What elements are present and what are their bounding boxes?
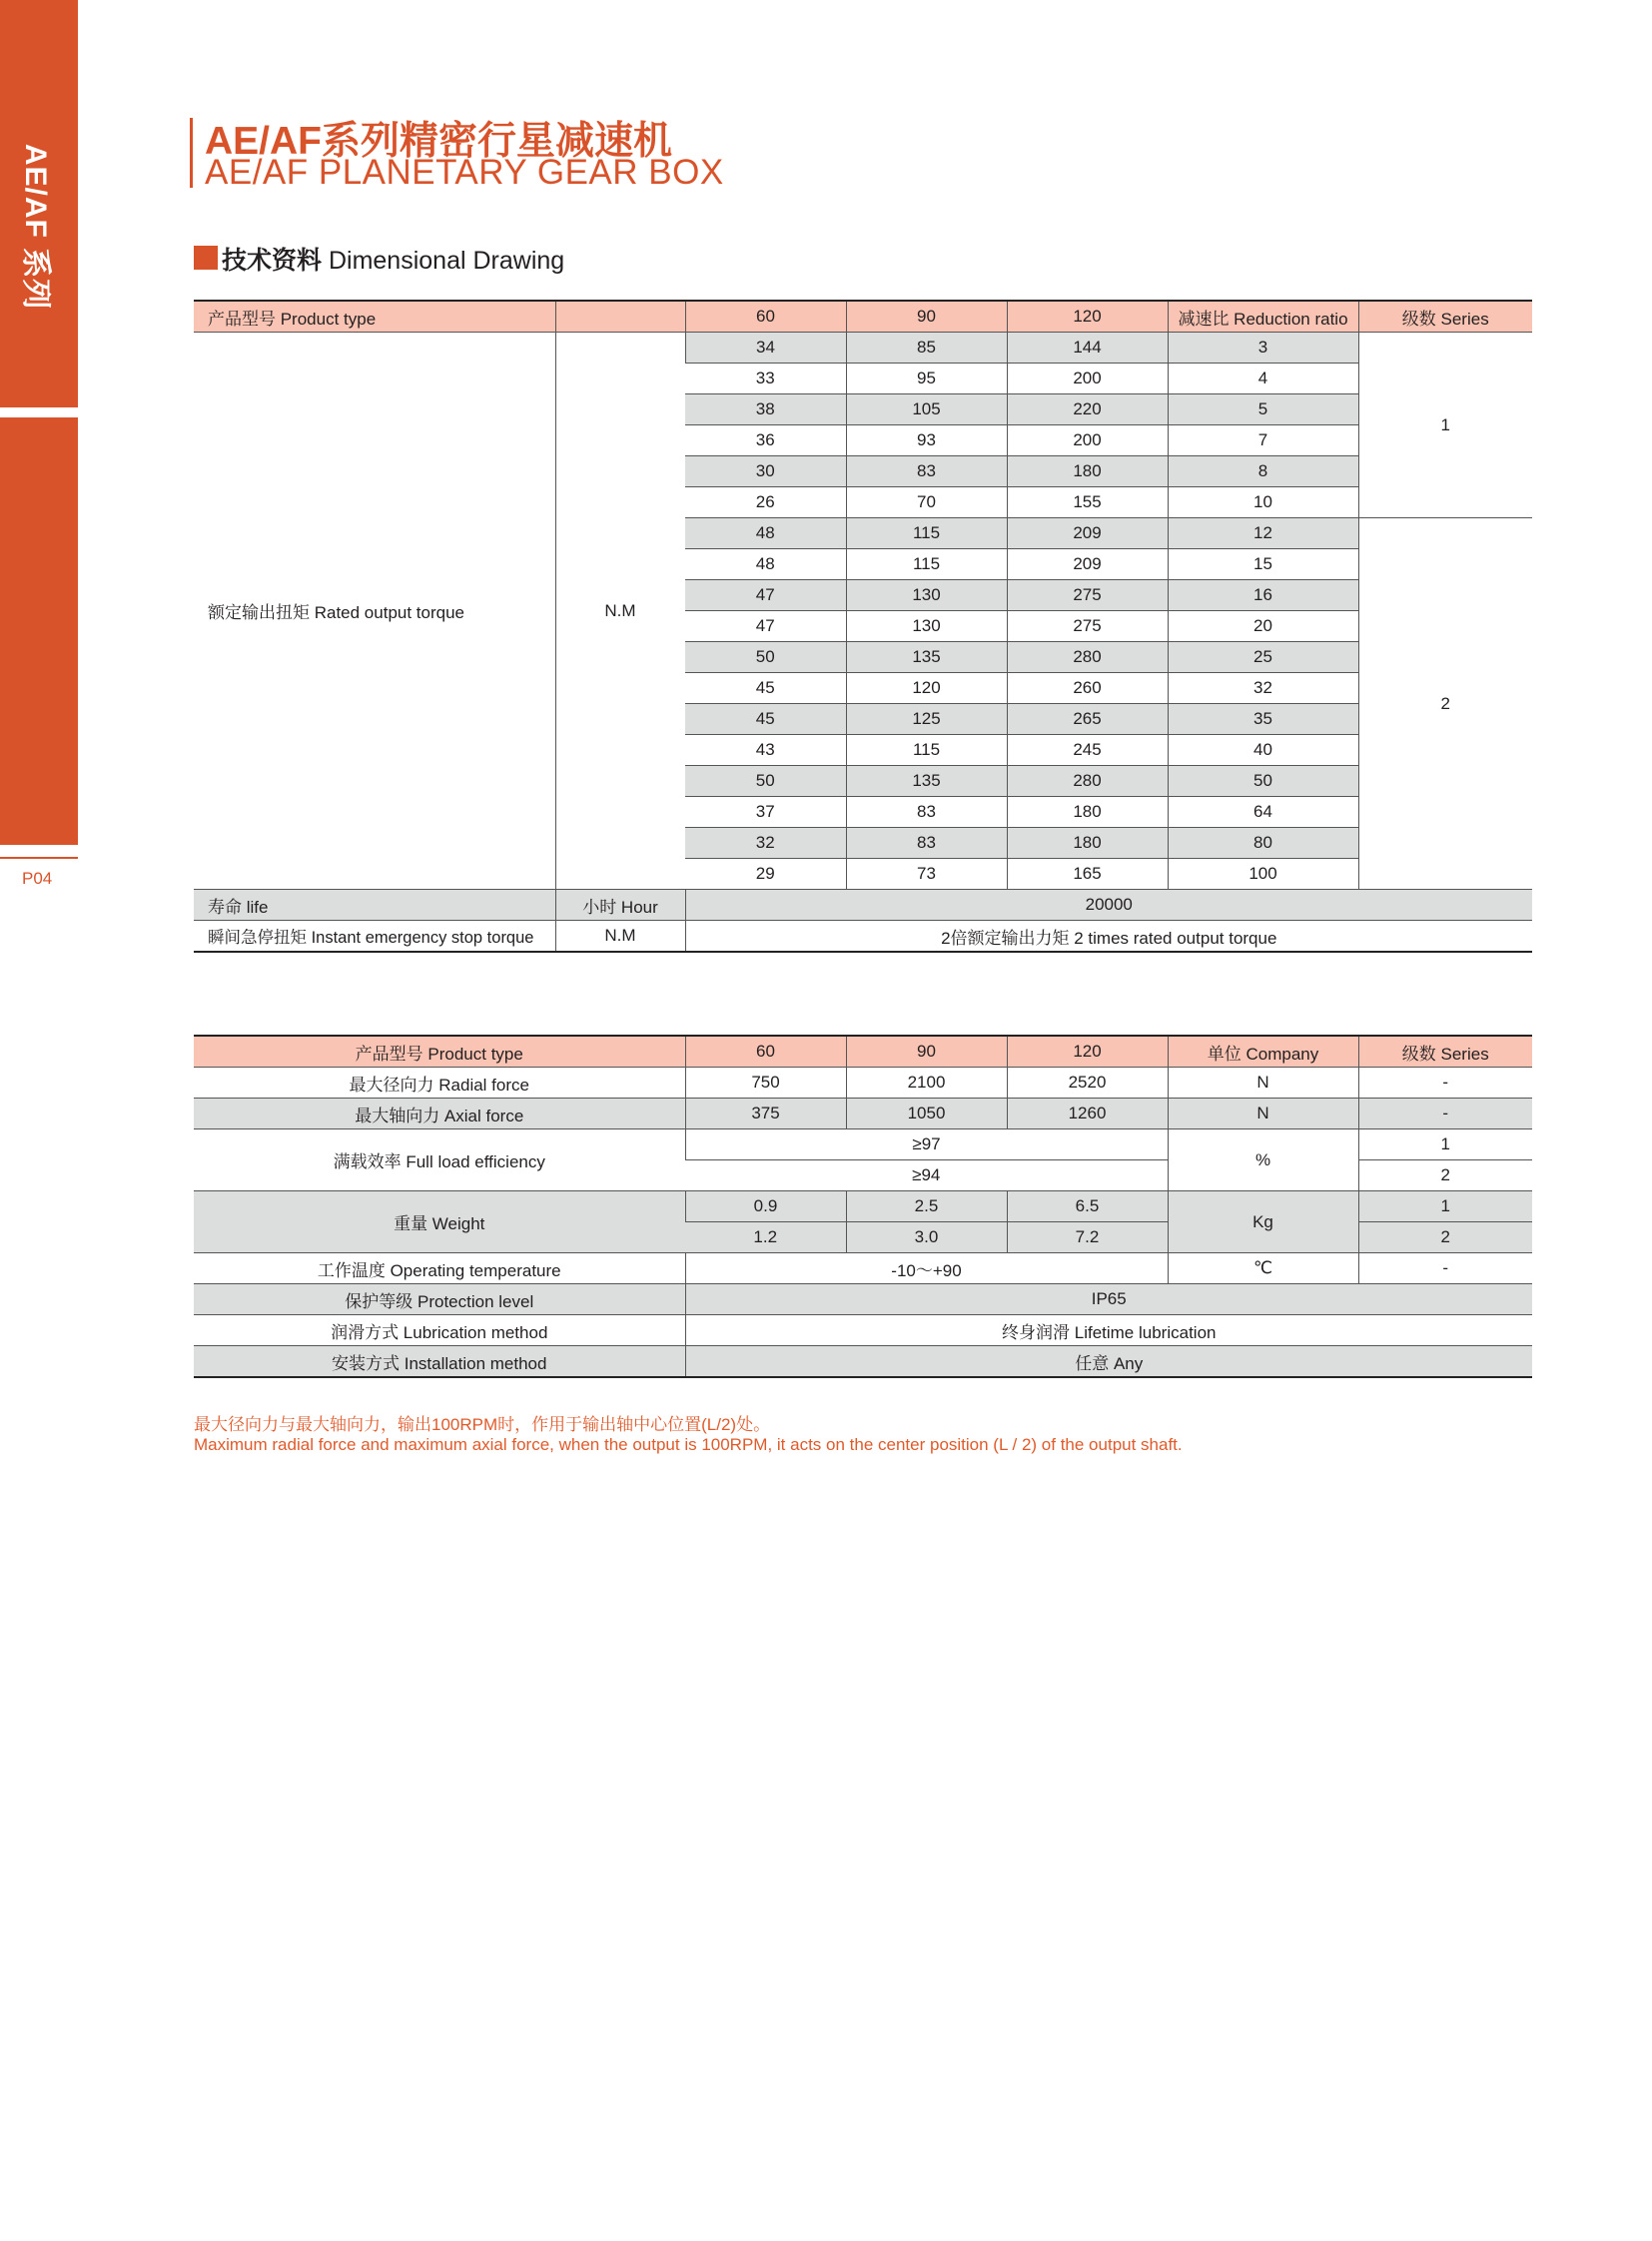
table-cell: 7 xyxy=(1168,425,1358,456)
table-cell: 220 xyxy=(1007,394,1168,425)
installation-label: 安装方式 Installation method xyxy=(194,1346,685,1378)
table-cell: 3.0 xyxy=(846,1222,1007,1253)
table-cell: 265 xyxy=(1007,704,1168,735)
table-cell: 45 xyxy=(685,704,846,735)
header-col-120: 120 xyxy=(1007,1036,1168,1068)
efficiency-row xyxy=(194,1129,1532,1160)
table-cell: 135 xyxy=(846,642,1007,673)
table-cell: 100 xyxy=(1168,859,1358,890)
axial-force-row xyxy=(194,1099,1532,1129)
table-cell: 1 xyxy=(1358,1129,1532,1160)
life-unit: 小时 Hour xyxy=(555,890,685,921)
torque-label: 额定输出扭矩 Rated output torque xyxy=(194,333,555,890)
table-cell: 47 xyxy=(685,611,846,642)
table-cell: 2 xyxy=(1358,1160,1532,1191)
efficiency-unit: % xyxy=(1168,1129,1358,1191)
protection-label: 保护等级 Protection level xyxy=(194,1284,685,1315)
table-cell: 135 xyxy=(846,766,1007,797)
table-cell: N xyxy=(1168,1068,1358,1099)
table-cell: 36 xyxy=(685,425,846,456)
sidebar-series-label-cn: AE/AF 系列 xyxy=(19,143,52,311)
table-cell: 115 xyxy=(846,735,1007,766)
torque-unit: N.M xyxy=(555,333,685,890)
table-cell: 245 xyxy=(1007,735,1168,766)
table-cell: 32 xyxy=(685,828,846,859)
table-cell: 0.9 xyxy=(685,1191,846,1222)
sidebar-series-label-en: AE/AF SERIES xyxy=(23,953,56,1174)
force-spec-table xyxy=(194,1035,1532,1378)
table-cell: 115 xyxy=(846,518,1007,549)
table-cell: 37 xyxy=(685,797,846,828)
efficiency-label: 满载效率 Full load efficiency xyxy=(194,1129,685,1191)
table-cell: 29 xyxy=(685,859,846,890)
table-cell: 终身润滑 Lifetime lubrication xyxy=(685,1315,1532,1346)
section-title-en: Dimensional Drawing xyxy=(328,247,565,275)
table-cell: 200 xyxy=(1007,364,1168,394)
life-value: 20000 xyxy=(685,890,1532,921)
table-cell: 130 xyxy=(846,611,1007,642)
sidebar-top-band xyxy=(0,0,78,407)
table-cell: N xyxy=(1168,1099,1358,1129)
table-cell: 26 xyxy=(685,487,846,518)
table-cell: 16 xyxy=(1168,580,1358,611)
table-cell: 33 xyxy=(685,364,846,394)
table-cell: 35 xyxy=(1168,704,1358,735)
table-header-row xyxy=(194,301,1532,333)
table-cell: 43 xyxy=(685,735,846,766)
table-cell: 48 xyxy=(685,518,846,549)
header-col-90: 90 xyxy=(846,301,1007,333)
table-cell: 6.5 xyxy=(1007,1191,1168,1222)
table-cell: 120 xyxy=(846,673,1007,704)
section-title xyxy=(222,241,564,277)
weight-row xyxy=(194,1191,1532,1222)
table-cell: 260 xyxy=(1007,673,1168,704)
table-cell: - xyxy=(1358,1068,1532,1099)
table-cell: 50 xyxy=(1168,766,1358,797)
table-cell: 85 xyxy=(846,333,1007,364)
life-label: 寿命 life xyxy=(194,890,555,921)
estop-value: 2倍额定输出力矩 2 times rated output torque xyxy=(685,921,1532,953)
table-cell: 144 xyxy=(1007,333,1168,364)
table-cell: - xyxy=(1358,1099,1532,1129)
table-cell: -10～+90 xyxy=(685,1253,1168,1284)
table-cell: 34 xyxy=(685,333,846,364)
table-cell: ℃ xyxy=(1168,1253,1358,1284)
table-cell: 375 xyxy=(685,1099,846,1129)
title-accent-bar xyxy=(190,118,193,188)
footnote-en: Maximum radial force and maximum axial force, when the output is 100RPM, it acts on the center position (L / 2) of the output shaft. xyxy=(194,1435,1183,1454)
table-cell: IP65 xyxy=(685,1284,1532,1315)
table-cell: 95 xyxy=(846,364,1007,394)
torque-spec-table xyxy=(194,300,1532,953)
table-cell: 83 xyxy=(846,797,1007,828)
table-cell: 1.2 xyxy=(685,1222,846,1253)
table-cell: 64 xyxy=(1168,797,1358,828)
temperature-label: 工作温度 Operating temperature xyxy=(194,1253,685,1284)
table-cell: 1 xyxy=(1358,1191,1532,1222)
table-cell: 2520 xyxy=(1007,1068,1168,1099)
footnote-cn: 最大径向力与最大轴向力，输出100RPM时，作用于输出轴中心位置(L/2)处。 xyxy=(194,1415,771,1434)
table-cell: 10 xyxy=(1168,487,1358,518)
weight-unit: Kg xyxy=(1168,1191,1358,1253)
radial-force-row xyxy=(194,1068,1532,1099)
estop-label: 瞬间急停扭矩 Instant emergency stop torque xyxy=(194,921,555,953)
table-cell: 105 xyxy=(846,394,1007,425)
table-cell: 130 xyxy=(846,580,1007,611)
table-cell: 38 xyxy=(685,394,846,425)
page-title-cn: AE/AF系列精密行星减速机 xyxy=(205,120,673,163)
table-cell: 1260 xyxy=(1007,1099,1168,1129)
series-cell-1: 1 xyxy=(1358,333,1532,518)
weight-label: 重量 Weight xyxy=(194,1191,685,1253)
header-unit: 单位 Company xyxy=(1168,1036,1358,1068)
page-title-en: AE/AF PLANETARY GEAR BOX xyxy=(205,153,724,192)
header-empty xyxy=(555,301,685,333)
table-cell: 280 xyxy=(1007,766,1168,797)
lubrication-label: 润滑方式 Lubrication method xyxy=(194,1315,685,1346)
table-cell: ≥97 xyxy=(685,1129,1168,1160)
header-col-90: 90 xyxy=(846,1036,1007,1068)
table-cell: 155 xyxy=(1007,487,1168,518)
table-cell: 7.2 xyxy=(1007,1222,1168,1253)
page-number: P04 xyxy=(22,869,53,888)
table-cell: 1050 xyxy=(846,1099,1007,1129)
table-cell: 125 xyxy=(846,704,1007,735)
radial-force-label: 最大径向力 Radial force xyxy=(194,1068,685,1099)
table-cell: 5 xyxy=(1168,394,1358,425)
table-cell: 4 xyxy=(1168,364,1358,394)
table-cell: 209 xyxy=(1007,518,1168,549)
table-cell: 275 xyxy=(1007,611,1168,642)
table-cell: 750 xyxy=(685,1068,846,1099)
header-col-60: 60 xyxy=(685,1036,846,1068)
table-cell: 275 xyxy=(1007,580,1168,611)
header-product-type: 产品型号 Product type xyxy=(194,1036,685,1068)
table-cell: 115 xyxy=(846,549,1007,580)
section-title-cn: 技术资料 xyxy=(222,247,323,275)
table-cell: 2 xyxy=(1358,1222,1532,1253)
table-cell: 12 xyxy=(1168,518,1358,549)
table-header-row xyxy=(194,1036,1532,1068)
sidebar-divider xyxy=(0,857,78,859)
table-cell: 2.5 xyxy=(846,1191,1007,1222)
table-cell: 30 xyxy=(685,456,846,487)
header-product-type: 产品型号 Product type xyxy=(194,301,555,333)
table-cell: 2100 xyxy=(846,1068,1007,1099)
table-cell: - xyxy=(1358,1253,1532,1284)
table-cell: 8 xyxy=(1168,456,1358,487)
table-cell: 209 xyxy=(1007,549,1168,580)
temperature-row xyxy=(194,1253,1532,1284)
estop-row xyxy=(194,921,1532,953)
table-cell: 任意 Any xyxy=(685,1346,1532,1378)
life-row xyxy=(194,890,1532,921)
header-col-60: 60 xyxy=(685,301,846,333)
table-cell: 180 xyxy=(1007,797,1168,828)
axial-force-label: 最大轴向力 Axial force xyxy=(194,1099,685,1129)
table-cell: 48 xyxy=(685,549,846,580)
lubrication-row xyxy=(194,1315,1532,1346)
table-cell: ≥94 xyxy=(685,1160,1168,1191)
table-cell: 50 xyxy=(685,766,846,797)
installation-row xyxy=(194,1346,1532,1378)
header-reduction-ratio: 减速比 Reduction ratio xyxy=(1168,301,1358,333)
estop-unit: N.M xyxy=(555,921,685,953)
table-cell: 80 xyxy=(1168,828,1358,859)
table-cell: 45 xyxy=(685,673,846,704)
table-cell: 83 xyxy=(846,456,1007,487)
table-cell: 83 xyxy=(846,828,1007,859)
header-col-120: 120 xyxy=(1007,301,1168,333)
table-cell: 50 xyxy=(685,642,846,673)
table-cell: 200 xyxy=(1007,425,1168,456)
series-cell-2: 2 xyxy=(1358,518,1532,890)
table-cell: 20 xyxy=(1168,611,1358,642)
header-series: 级数 Series xyxy=(1358,301,1532,333)
table-cell: 32 xyxy=(1168,673,1358,704)
section-marker-icon xyxy=(194,246,218,270)
table-cell: 93 xyxy=(846,425,1007,456)
table-cell: 280 xyxy=(1007,642,1168,673)
protection-row xyxy=(194,1284,1532,1315)
table-cell: 3 xyxy=(1168,333,1358,364)
table-cell: 15 xyxy=(1168,549,1358,580)
table-cell: 70 xyxy=(846,487,1007,518)
table-cell: 180 xyxy=(1007,828,1168,859)
table-cell: 180 xyxy=(1007,456,1168,487)
header-series: 级数 Series xyxy=(1358,1036,1532,1068)
table-cell: 40 xyxy=(1168,735,1358,766)
table-cell: 165 xyxy=(1007,859,1168,890)
table-row xyxy=(194,333,1532,364)
table-cell: 25 xyxy=(1168,642,1358,673)
table-cell: 73 xyxy=(846,859,1007,890)
table-cell: 47 xyxy=(685,580,846,611)
